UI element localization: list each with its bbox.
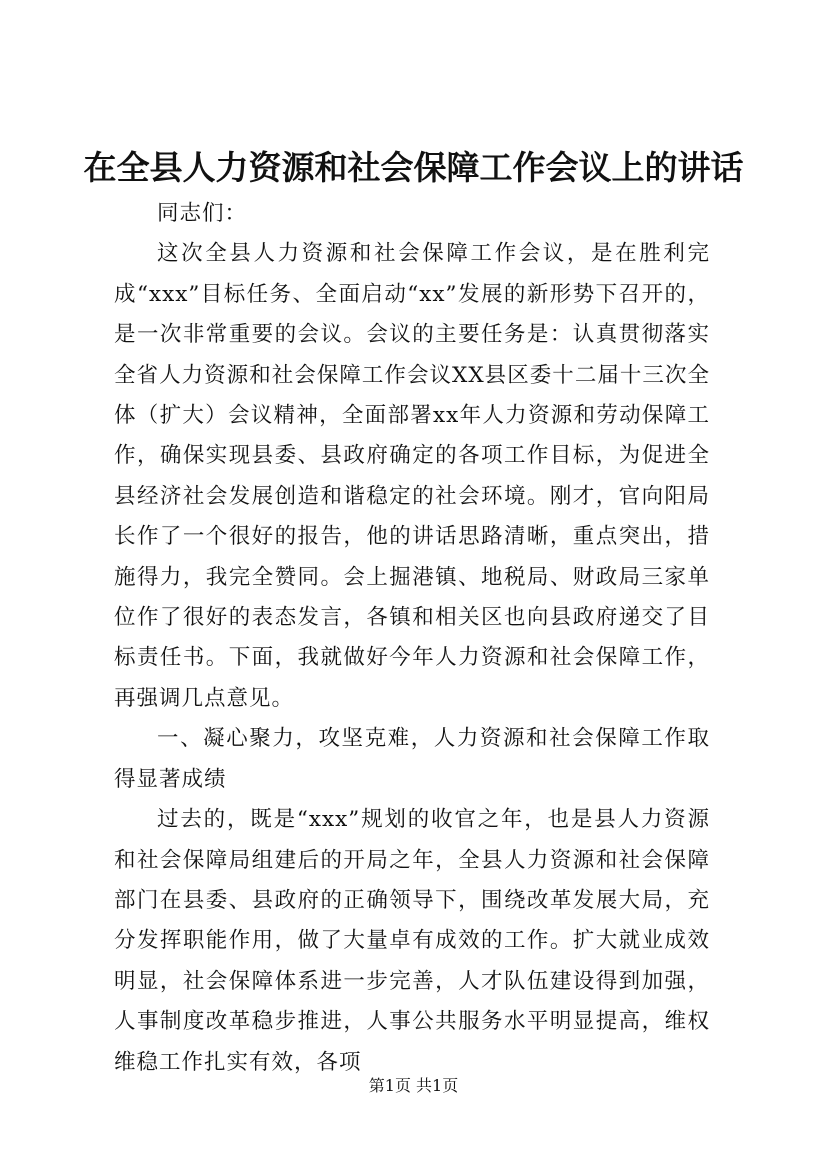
body-paragraph: 这次全县人力资源和社会保障工作会议，是在胜利完成“xxx”目标任务、全面启动“xx”发展的新形势下召开的，是一次非常重要的会议。会议的主要任务是：认真贯彻落实全省人力资源和社会保障工作会议XX县区委十二届十三次全体（扩大）会议精神，全面部署xx年人力资源和劳动保障工作，确保实现县委、县政府确定的各项工作目标，为促进全县经济社会发展创造和谐稳定的社会环境。刚才，官向阳局长作了一个很好的报告，他的讲话思路清晰，重点突出，措施得力，我完全赞同。会上掘港镇、地税局、财政局三家单位作了很好的表态发言，各镇和相关区也向县政府递交了目标责任书。下面，我就做好今年人力资源和社会保障工作，再强调几点意见。 — [114, 241, 710, 711]
document-body — [114, 194, 710, 1083]
page-footer: 第1页 共1页 — [368, 1076, 459, 1095]
document-title: 在全县人力资源和社会保障工作会议上的讲话 — [83, 148, 744, 187]
salutation-paragraph: 同志们： — [157, 201, 248, 226]
body-paragraph: 过去的，既是“xxx”规划的收官之年，也是县人力资源和社会保障局组建后的开局之年，全县人力资源和社会保障部门在县委、县政府的正确领导下，围绕改革发展大局，充分发挥职能作用，做了大量卓有成效的工作。扩大就业成效明显，社会保障体系进一步完善，人才队伍建设得到加强，人事制度改革稳步推进，人事公共服务水平明显提高，维权维稳工作扎实有效，各项 — [114, 807, 710, 1075]
section-heading: 一、凝心聚力，攻坚克难，人力资源和社会保障工作取得显著成绩 — [114, 726, 710, 792]
